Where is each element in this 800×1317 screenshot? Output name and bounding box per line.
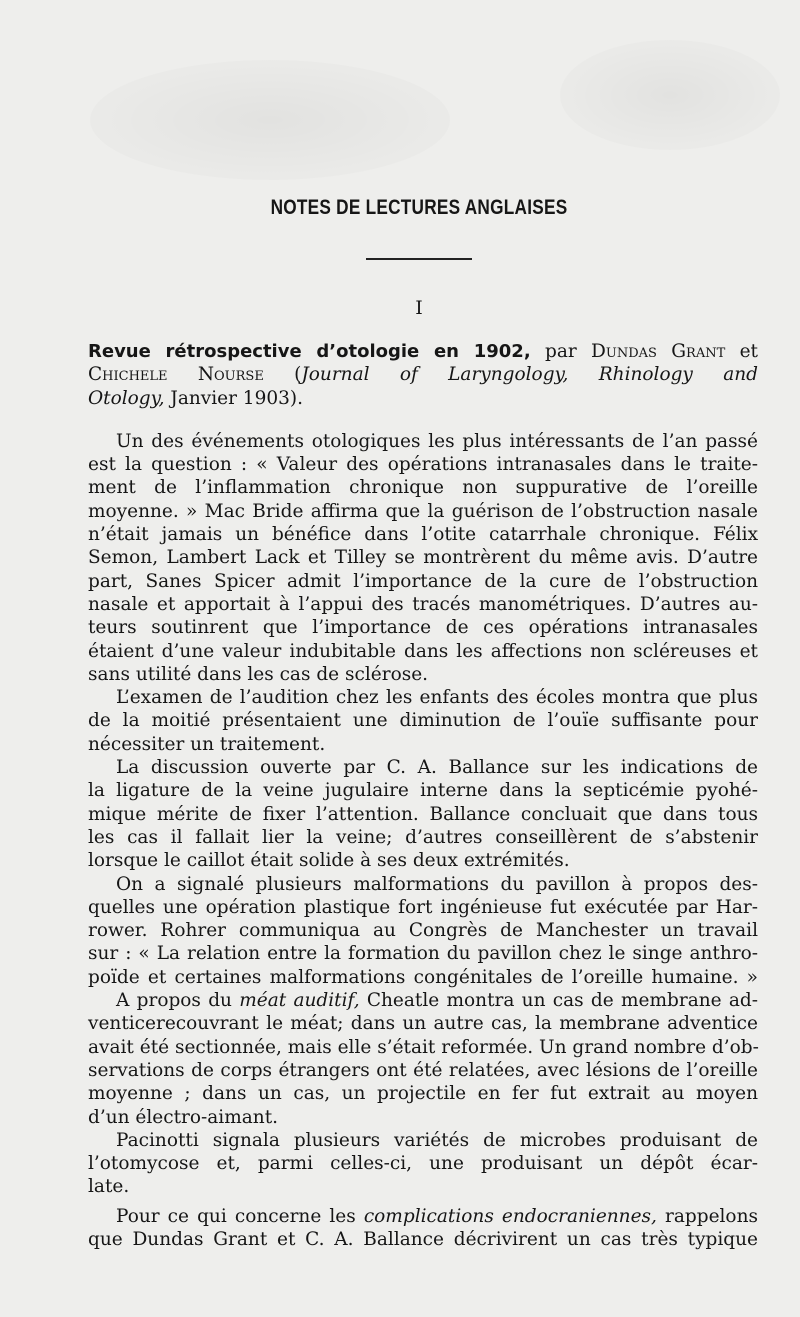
title-divider: [366, 258, 472, 260]
paragraph: La discussion ouverte par C. A. Ballance sur les indications de la ligature de la veine jugulaire interne dans la septicémie pyohé- mique mérite de fixer l’attention. Ballance concluait que dans tous les cas il fallait lier la veine; d’autres conseillèrent de s’abstenir lorsque le caillot était solide à ses deux extrémités.: [88, 757, 758, 872]
article-heading: Revue rétrospective d’otologie en 1902, par Dundas Grant et Chichele Nourse (Journal of Laryngology, Rhinology and Otology, Janvier 1903).: [88, 341, 758, 409]
paragraph: A propos du méat auditif, Cheatle montra un cas de membrane ad- venticerecouvrant le méat; dans un autre cas, la membrane adventice avait été sectionnée, mais elle s’était reformée. Un grand nombre d’ob- servations de corps étrangers ont été relatées, avec lésions de l’oreille moyenne ; dans un cas, un projectile en fer fut extrait au moyen d’un électro-aimant.: [88, 990, 759, 1128]
paragraph: Un des événements otologiques les plus intéressants de l’an passé est la question : « Valeur des opérations intranasales dans le traite- ment de l’inflammation chronique non suppurative de l’oreille moyenne. » Mac Bride affirma que la guérison de l’obstruction nasale n’était jamais un bénéfice dans l’otite catarrhale chronique. Félix Semon, Lambert Lack et Tilley se montrèrent du même avis. D’autre part, Sanes Spicer admit l’importance de la cure de l’obstruction nasale et apportait à l’appui des tracés manométriques. D’autres au- teurs soutinrent que l’importance de ces opérations intranasales étaient d’une valeur indubitable dans les affections non scléreuses et sans utilité dans les cas de sclérose.: [88, 430, 758, 685]
paragraph: Pacinotti signala plusieurs variétés de microbes produisant de l’otomycose et, parmi celles-ci, une produisant un dépôt écar- late.: [88, 1129, 758, 1198]
author-name: Chichele Nourse: [88, 364, 264, 386]
journal-name: Otology,: [88, 387, 165, 409]
page-title: NOTES DE LECTURES ANGLAISES: [270, 196, 568, 219]
paper-smudge: [560, 40, 780, 150]
journal-name: Journal of Laryngology, Rhinology and: [301, 364, 758, 386]
paragraph: On a signalé plusieurs malformations du pavillon à propos des- quelles une opération plastique fort ingénieuse fut exécutée par Har- rower. Rohrer communiqua au Congrès de Manchester un travail sur : « La relation entre la formation du pavillon chez le singe anthro- poïde et certaines malformations congénitales de l’oreille humaine. »: [88, 873, 758, 988]
article-title: Revue rétrospective d’otologie en 1902,: [88, 341, 531, 362]
paragraph: L’examen de l’audition chez les enfants des écoles montra que plus de la moitié présentaient une diminution de l’ouïe suffisante pour nécessiter un traitement.: [88, 687, 758, 755]
paper-smudge: [90, 60, 450, 180]
author-name: Dundas Grant: [591, 341, 726, 362]
article-body: [88, 340, 758, 1251]
paragraph: Pour ce qui concerne les complications endocraniennes, rappelons que Dundas Grant et C. A. Ballance décrivirent un cas très typique: [88, 1205, 758, 1250]
section-number: I: [415, 297, 423, 319]
